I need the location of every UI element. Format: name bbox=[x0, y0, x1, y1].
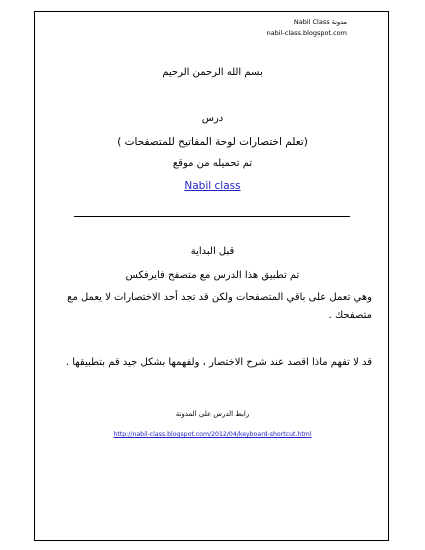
header-site-url: nabil-class.blogspot.com bbox=[266, 29, 347, 37]
divider bbox=[74, 216, 350, 217]
header-site-name: Nabil Class bbox=[293, 18, 330, 26]
download-text: تم تحميله من موقع bbox=[172, 158, 253, 169]
lesson-link-label: رابط الدرس على المدونة bbox=[175, 410, 250, 418]
before-start-heading: قبل البداية bbox=[190, 246, 235, 257]
lesson-url-link[interactable]: http://nabil-class.blogspot.com/2012/04/keyboard-shortcut.html bbox=[113, 431, 312, 438]
header-site-line bbox=[267, 17, 347, 28]
understanding-advice: قد لا تفهم ماذا اقصد عند شرح الاختصار ، ولفهمها بشكل جيد قم بتطبيقها . bbox=[65, 357, 372, 368]
lesson-label: درس bbox=[201, 113, 224, 124]
applied-browser-text: تم تطبيق هذا الدرس مع متصفح فايرفكس bbox=[125, 270, 300, 281]
lesson-title: (تعلم اختصارات لوحة المفاتيح للمتصفحات ) bbox=[117, 136, 308, 148]
site-link[interactable]: Nabil class bbox=[184, 180, 241, 192]
compatibility-note: وهي تعمل على باقي المتصفحات ولكن قد تجد أحد الاختصارات لا يعمل مع متصفحك . bbox=[67, 292, 372, 321]
basmala: بسم الله الرحمن الرحيم bbox=[162, 67, 263, 78]
header-site-label: مدونة bbox=[331, 18, 347, 26]
page-header bbox=[267, 17, 347, 39]
